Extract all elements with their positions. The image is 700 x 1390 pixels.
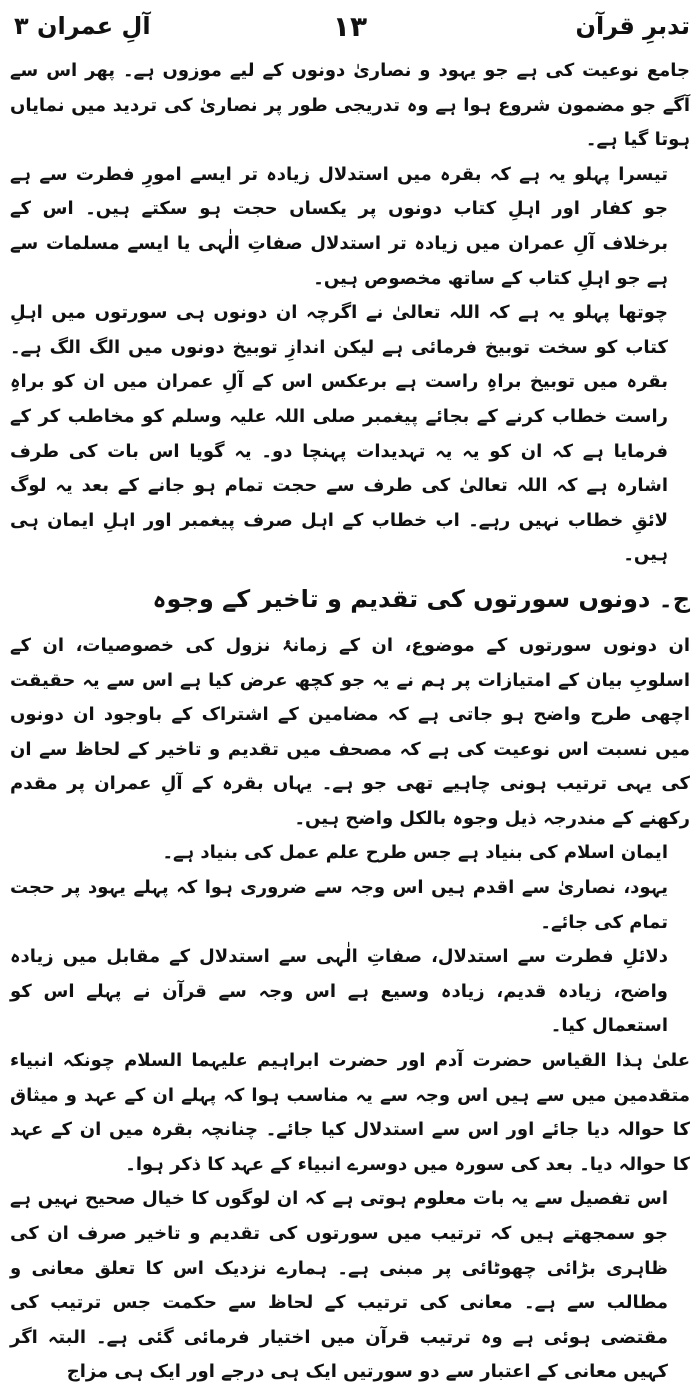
surah-label: آلِ عمران ۳ (14, 12, 151, 40)
section-heading: ج۔ دونوں سورتوں کی تقدیم و تاخیر کے وجوہ (152, 584, 690, 613)
book-title: تدبرِ قرآن (575, 12, 690, 40)
page-header (0, 8, 700, 48)
page-number: ۱۳ (332, 10, 368, 43)
list-item: ایمان اسلام کی بنیاد ہے جس طرح علم عمل کی بنیاد ہے۔ (162, 842, 668, 864)
paragraph: ان دونوں سورتوں کے موضوع، ان کے زمانۂ نزول کی خصوصیات، ان کے اسلوبِ بیان کے امتیازات پر ہم نے یہ جو کچھ عرض کیا ہے اس سے یہ حقیقت اچھی طرح واضح ہو جاتی ہے کہ مضامین کے اشتراک کے باوجود ان دونوں میں نسبت اس نوعیت کی ہے کہ مصحف میں تقدیم و تاخیر کے لحاظ سے ان کی یہی ترتیب ہونی چاہیے تھی جو ہے۔ یہاں بقرہ کے آلِ عمران پر مقدم رکھنے کے مندرجہ ذیل وجوہ بالکل واضح ہیں۔ (10, 634, 690, 829)
list-item: علیٰ ہذا القیاس حضرت آدم اور حضرت ابراہیم علیہما السلام چونکہ انبیاء متقدمین میں سے ہیں اس وجہ سے یہ مناسب ہوا کہ پہلے ان کے عہد و میثاق کا حوالہ دیا جائے اور اس سے استدلال کیا جائے۔ چنانچہ بقرہ میں ان کے عہد کا حوالہ دیا۔ بعد کی سورہ میں دوسرے انبیاء کے عہد کا ذکر ہوا۔ (10, 1050, 690, 1175)
paragraph: جامع نوعیت کی ہے جو یہود و نصاریٰ دونوں کے لیے موزوں ہے۔ پھر اس سے آگے جو مضمون شروع ہوا ہے وہ تدریجی طور پر نصاریٰ کی تردید میں نمایاں ہوتا گیا ہے۔ (10, 60, 690, 151)
list-item: یہود، نصاریٰ سے اقدم ہیں اس وجہ سے ضروری ہوا کہ پہلے یہود پر حجت تمام کی جائے۔ (10, 877, 668, 933)
list-item: دلائلِ فطرت سے استدلال، صفاتِ الٰہی سے استدلال کے مقابل میں زیادہ واضح، زیادہ قدیم، زیادہ وسیع ہے اس وجہ سے قرآن نے پہلے اس کو استعمال کیا۔ (10, 946, 668, 1037)
body-text (10, 54, 690, 1390)
paragraph: اس تفصیل سے یہ بات معلوم ہوتی ہے کہ ان لوگوں کا خیال صحیح نہیں ہے جو سمجھتے ہیں کہ ترتیب میں سورتوں کی تقدیم و تاخیر صرف ان کی ظاہری بڑائی چھوٹائی پر مبنی ہے۔ ہمارے نزدیک اس کا تعلق معانی و مطالب سے ہے۔ معانی کی ترتیب کے لحاظ سے حکمت جس ترتیب کی مقتضی ہوئی ہے وہ ترتیب قرآن میں اختیار فرمائی گئی ہے۔ البتہ اگر کہیں معانی کے اعتبار سے دو سورتیں ایک ہی درجے اور ایک ہی مزاج (10, 1188, 668, 1383)
paragraph: چوتھا پہلو یہ ہے کہ اللہ تعالیٰ نے اگرچہ ان دونوں ہی سورتوں میں اہلِ کتاب کو سخت توبیخ فرمائی ہے لیکن اندازِ توبیخ دونوں میں الگ الگ ہے۔ بقرہ میں توبیخ براہِ راست ہے برعکس اس کے آلِ عمران میں ان کو براہِ راست خطاب کرنے کے بجائے پیغمبر صلی اللہ علیہ وسلم کو مخاطب کر کے فرمایا ہے کہ ان کو یہ یہ تہدیدات پہنچا دو۔ یہ گویا اس بات کی طرف اشارہ ہے کہ اللہ تعالیٰ کی طرف سے حجت تمام ہو جانے کے بعد یہ لوگ لائقِ خطاب نہیں رہے۔ اب خطاب کے اہل صرف پیغمبر اور اہلِ ایمان ہی ہیں۔ (10, 302, 668, 566)
paragraph: تیسرا پہلو یہ ہے کہ بقرہ میں استدلال زیادہ تر ایسے امورِ فطرت سے ہے جو کفار اور اہلِ کتاب دونوں پر یکساں حجت ہو سکتے ہیں۔ اس کے برخلاف آلِ عمران میں زیادہ تر استدلال صفاتِ الٰہی یا ایسے مسلمات سے ہے جو اہلِ کتاب کے ساتھ مخصوص ہیں۔ (10, 163, 668, 289)
